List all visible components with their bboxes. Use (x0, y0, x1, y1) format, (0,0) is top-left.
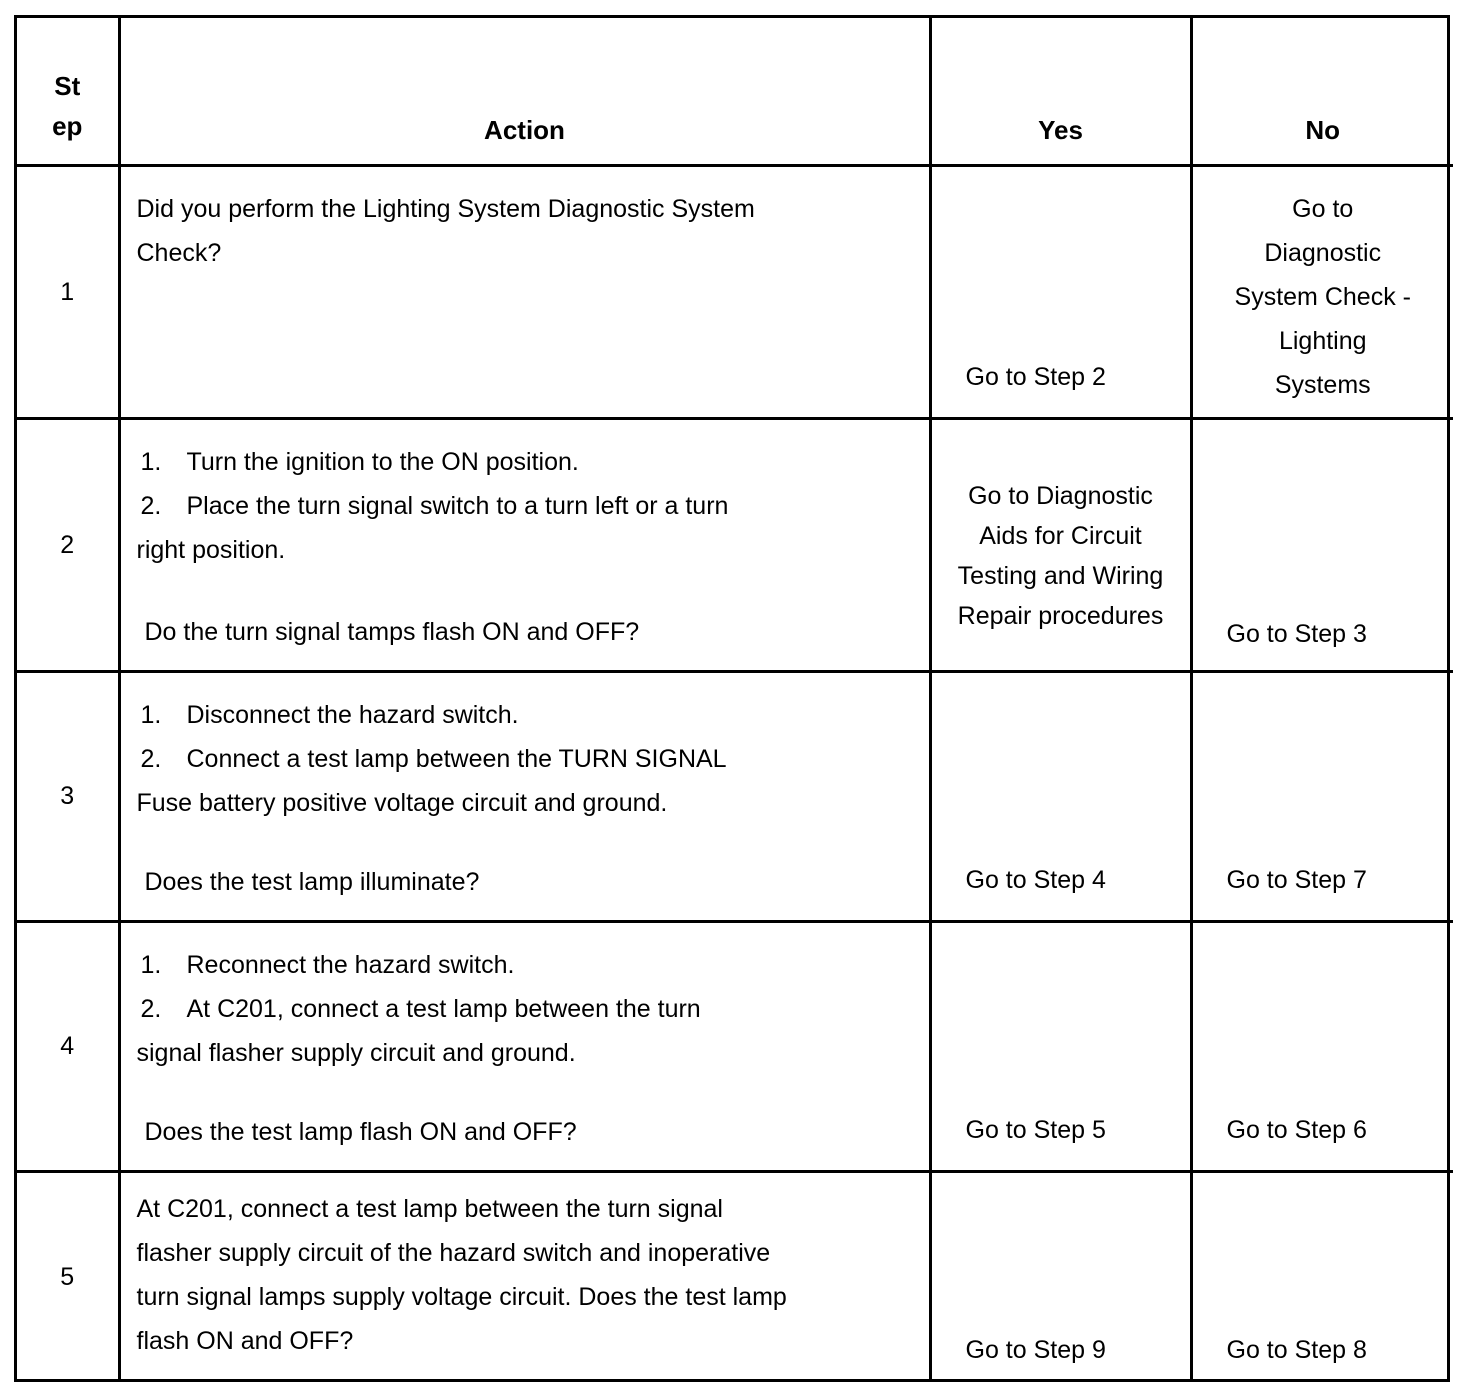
step-cell (17, 418, 119, 671)
table-row (17, 165, 1453, 418)
header-action: Action (119, 18, 930, 165)
item-text: Reconnect the hazard switch. (186, 950, 515, 979)
step-number: 1 (60, 277, 75, 306)
action-cell (119, 418, 930, 671)
table-row (17, 671, 1453, 921)
table-row (17, 1171, 1453, 1382)
yes-result: Go to Step 4 (965, 865, 1106, 894)
diagnostic-table (17, 18, 1453, 1382)
no-result: Go to Step 6 (1226, 1115, 1367, 1144)
step-cell (17, 921, 119, 1171)
item-number: 1. (140, 700, 162, 729)
yes-line: Go to Diagnostic (968, 481, 1153, 510)
item-number: 2. (140, 491, 162, 520)
yes-result: Go to Step 2 (965, 362, 1106, 391)
item-text: Place the turn signal switch to a turn left or a turn (186, 491, 729, 520)
action-item (137, 987, 919, 1031)
item-number: 1. (140, 950, 162, 979)
no-result: Go to Step 8 (1226, 1336, 1367, 1364)
yes-line: Repair procedures (957, 601, 1164, 630)
item-text: Turn the ignition to the ON position. (186, 447, 579, 476)
no-line: Systems (1274, 370, 1371, 399)
no-line: Go to (1292, 194, 1354, 223)
action-line: At C201, connect a test lamp between the turn signal (136, 1194, 723, 1223)
action-line: Check? (136, 238, 222, 267)
no-line: System Check - (1234, 282, 1411, 311)
header-step (17, 18, 119, 165)
item-text: At C201, connect a test lamp between the turn (186, 994, 701, 1023)
item-number: 1. (140, 447, 162, 476)
step-cell (17, 165, 119, 418)
action-item (137, 737, 919, 781)
action-line: Did you perform the Lighting System Diagnostic System (136, 194, 755, 223)
action-cell (119, 671, 930, 921)
no-cell (1191, 671, 1453, 921)
action-question: Does the test lamp flash ON and OFF? (144, 1117, 577, 1146)
table-row (17, 921, 1453, 1171)
yes-cell (930, 671, 1191, 921)
step-cell (17, 671, 119, 921)
item-text: Connect a test lamp between the TURN SIGNAL (186, 744, 727, 773)
action-item (137, 484, 919, 528)
action-question: Do the turn signal tamps flash ON and OFF? (144, 617, 640, 646)
yes-cell (930, 921, 1191, 1171)
header-step-line2: ep (52, 110, 83, 141)
action-line: turn signal lamps supply voltage circuit. Does the test lamp (136, 1282, 787, 1311)
table-row (17, 418, 1453, 671)
item-text: Disconnect the hazard switch. (186, 700, 519, 729)
no-cell (1191, 418, 1453, 671)
no-result (1193, 187, 1454, 407)
action-line: flasher supply circuit of the hazard switch and inoperative (136, 1238, 771, 1267)
yes-result: Go to Step 5 (965, 1115, 1106, 1144)
yes-result: Go to Step 9 (965, 1336, 1106, 1364)
header-row (17, 18, 1453, 165)
no-line: Diagnostic (1264, 238, 1382, 267)
action-line: flash ON and OFF? (136, 1326, 354, 1355)
no-cell (1191, 1171, 1453, 1382)
no-cell (1191, 921, 1453, 1171)
action-item (137, 693, 919, 737)
yes-result (932, 476, 1190, 636)
item-number: 2. (140, 994, 162, 1023)
yes-cell (930, 165, 1191, 418)
yes-line: Aids for Circuit (979, 521, 1142, 550)
action-cell (119, 1171, 930, 1382)
action-continuation: signal flasher supply circuit and ground. (136, 1038, 576, 1067)
diagnostic-table-frame (14, 15, 1450, 1382)
action-continuation: right position. (136, 535, 286, 564)
step-number: 5 (60, 1263, 75, 1292)
action-cell (119, 165, 930, 418)
step-number: 3 (60, 782, 75, 810)
item-number: 2. (140, 744, 162, 773)
action-cell (119, 921, 930, 1171)
action-item (137, 440, 919, 484)
action-question: Does the test lamp illuminate? (144, 867, 480, 896)
step-number: 2 (60, 530, 75, 559)
step-cell (17, 1171, 119, 1382)
yes-line: Testing and Wiring (957, 561, 1164, 590)
no-result: Go to Step 3 (1226, 619, 1367, 648)
no-line: Lighting (1278, 326, 1367, 355)
header-step-line1: St (54, 70, 81, 101)
no-cell (1191, 165, 1453, 418)
step-number: 4 (60, 1032, 75, 1060)
no-result: Go to Step 7 (1226, 865, 1367, 894)
header-no: No (1191, 18, 1453, 165)
action-continuation: Fuse battery positive voltage circuit and ground. (136, 788, 668, 817)
yes-cell (930, 418, 1191, 671)
yes-cell (930, 1171, 1191, 1382)
header-yes: Yes (930, 18, 1191, 165)
action-item (137, 943, 919, 987)
